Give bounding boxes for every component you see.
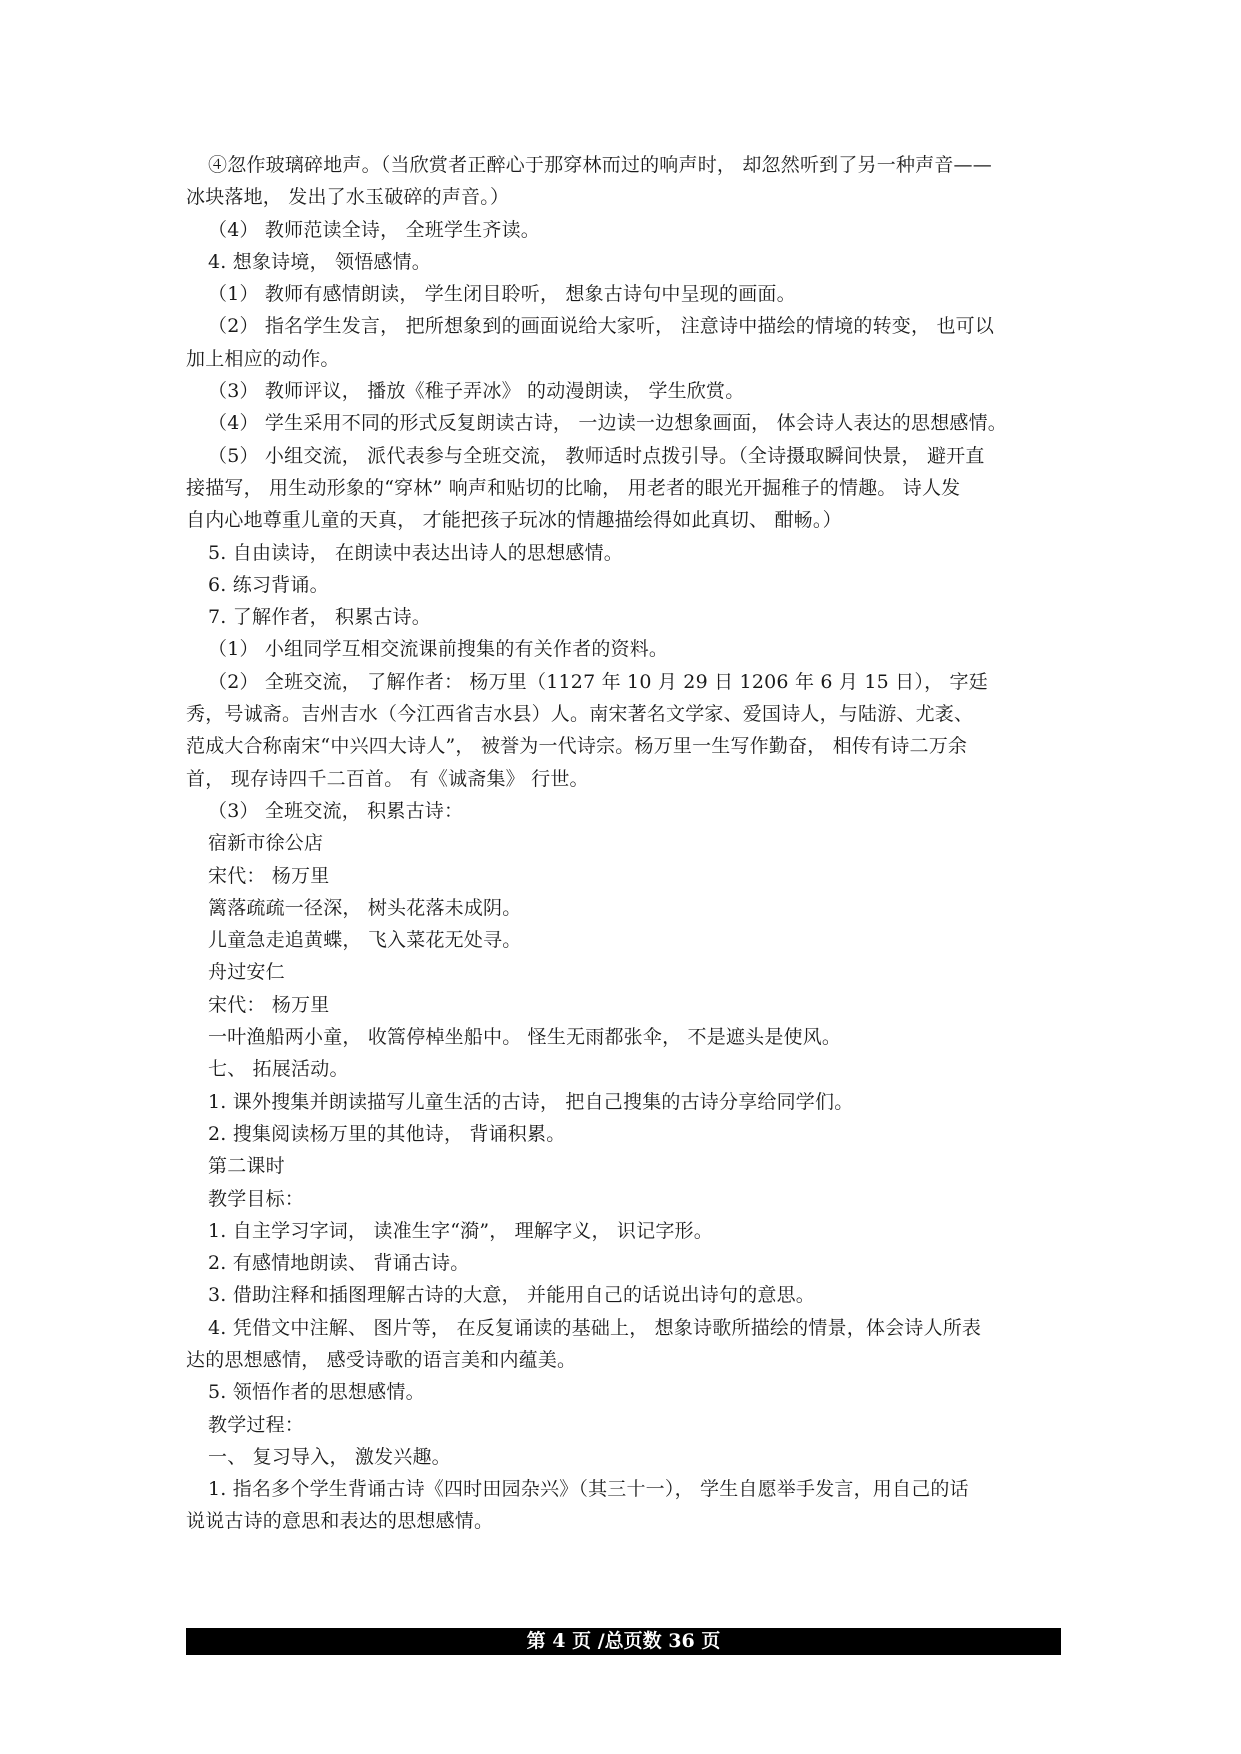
text-line: （4） 学生采用不同的形式反复朗读古诗， 一边读一边想象画面， 体会诗人表达的思想感情。 xyxy=(208,412,1008,435)
text-line: 宋代： 杨万里 xyxy=(208,864,330,887)
text-line: 说说古诗的意思和表达的思想感情。 xyxy=(186,1510,494,1533)
text-line: 第二课时 xyxy=(208,1155,285,1178)
text-line: 接描写， 用生动形象的“穿林” 响声和贴切的比喻， 用老者的眼光开掘稚子的情趣。 诗人发 xyxy=(186,476,961,499)
text-line: 舟过安仁 xyxy=(208,961,285,984)
text-line: 自内心地尊重儿童的天真， 才能把孩子玩冰的情趣描绘得如此真切、 酣畅。） xyxy=(186,509,842,532)
text-line: 篱落疏疏一径深， 树头花落未成阴。 xyxy=(208,896,522,919)
text-line: 6. 练习背诵。 xyxy=(208,573,329,596)
text-line: （2） 全班交流， 了解作者： 杨万里（1127 年 10 月 29 日 1206 年 6 月 15 日）， 字廷 xyxy=(208,670,988,693)
text-line: 7. 了解作者， 积累古诗。 xyxy=(208,606,432,629)
text-line: 教学目标： xyxy=(208,1187,305,1210)
text-line: 加上相应的动作。 xyxy=(186,347,340,370)
text-line: 4. 想象诗境， 领悟感情。 xyxy=(208,250,432,273)
text-line: 一、 复习导入， 激发兴趣。 xyxy=(208,1445,451,1468)
text-line: 2. 搜集阅读杨万里的其他诗， 背诵积累。 xyxy=(208,1122,566,1145)
text-line: （2） 指名学生发言， 把所想象到的画面说给大家听， 注意诗中描绘的情境的转变， 也可以 xyxy=(208,315,995,338)
text-line: 5. 自由读诗， 在朗读中表达出诗人的思想感情。 xyxy=(208,541,624,564)
text-line: （5） 小组交流， 派代表参与全班交流， 教师适时点拨引导。（全诗摄取瞬间快景， 避开直 xyxy=(208,444,985,467)
text-line: 2. 有感情地朗读、 背诵古诗。 xyxy=(208,1252,470,1275)
text-line: 范成大合称南宋“中兴四大诗人”， 被誉为一代诗宗。杨万里一生写作勤奋， 相传有诗二万余 xyxy=(186,735,968,758)
text-line: 达的思想感情， 感受诗歌的语言美和内蕴美。 xyxy=(186,1348,577,1371)
text-line: 宋代： 杨万里 xyxy=(208,993,330,1016)
text-line: ④忽作玻璃碎地声。（当欣赏者正醉心于那穿林而过的响声时， 却忽然听到了另一种声音—— xyxy=(208,154,992,176)
text-line: 4. 凭借文中注解、 图片等， 在反复诵读的基础上， 想象诗歌所描绘的情景，体会诗人所表 xyxy=(208,1316,982,1339)
text-line: 教学过程： xyxy=(208,1413,305,1436)
text-line: 1. 课外搜集并朗读描写儿童生活的古诗， 把自己搜集的古诗分享给同学们。 xyxy=(208,1090,854,1113)
text-line: 儿童急走追黄蝶， 飞入菜花无处寻。 xyxy=(208,929,522,952)
text-line: 七、 拓展活动。 xyxy=(208,1058,349,1081)
text-line: 秀，号诚斋。吉州吉水（今江西省吉水县）人。南宋著名文学家、爱国诗人，与陆游、尤袤、 xyxy=(186,703,974,726)
page-footer: 第 4 页 /总页数 36 页 xyxy=(186,1628,1061,1655)
text-line: 冰块落地， 发出了水玉破碎的声音。） xyxy=(186,186,510,209)
text-line: 宿新市徐公店 xyxy=(208,832,324,855)
text-line: 1. 指名多个学生背诵古诗《四时田园杂兴》（其三十一）， 学生自愿举手发言，用自己的话 xyxy=(208,1478,969,1501)
text-line: （1） 小组同学互相交流课前搜集的有关作者的资料。 xyxy=(208,638,669,661)
text-line: （3） 全班交流， 积累古诗： xyxy=(208,799,464,822)
text-line: （3） 教师评议， 播放《稚子弄冰》 的动漫朗读， 学生欣赏。 xyxy=(208,380,745,403)
text-line: （4） 教师范读全诗， 全班学生齐读。 xyxy=(208,218,540,241)
text-line: 5. 领悟作者的思想感情。 xyxy=(208,1381,425,1404)
document-body xyxy=(186,149,1066,1538)
text-line: 一叶渔船两小童， 收篙停棹坐船中。 怪生无雨都张伞， 不是遮头是使风。 xyxy=(208,1026,842,1049)
text-line: 3. 借助注释和插图理解古诗的大意， 并能用自己的话说出诗句的意思。 xyxy=(208,1284,816,1307)
text-line: 1. 自主学习字词， 读准生字“漪”， 理解字义， 识记字形。 xyxy=(208,1219,713,1242)
text-line: 首， 现存诗四千二百首。 有《诚斋集》 行世。 xyxy=(186,767,589,790)
text-line: （1） 教师有感情朗读， 学生闭目聆听， 想象古诗句中呈现的画面。 xyxy=(208,283,796,306)
